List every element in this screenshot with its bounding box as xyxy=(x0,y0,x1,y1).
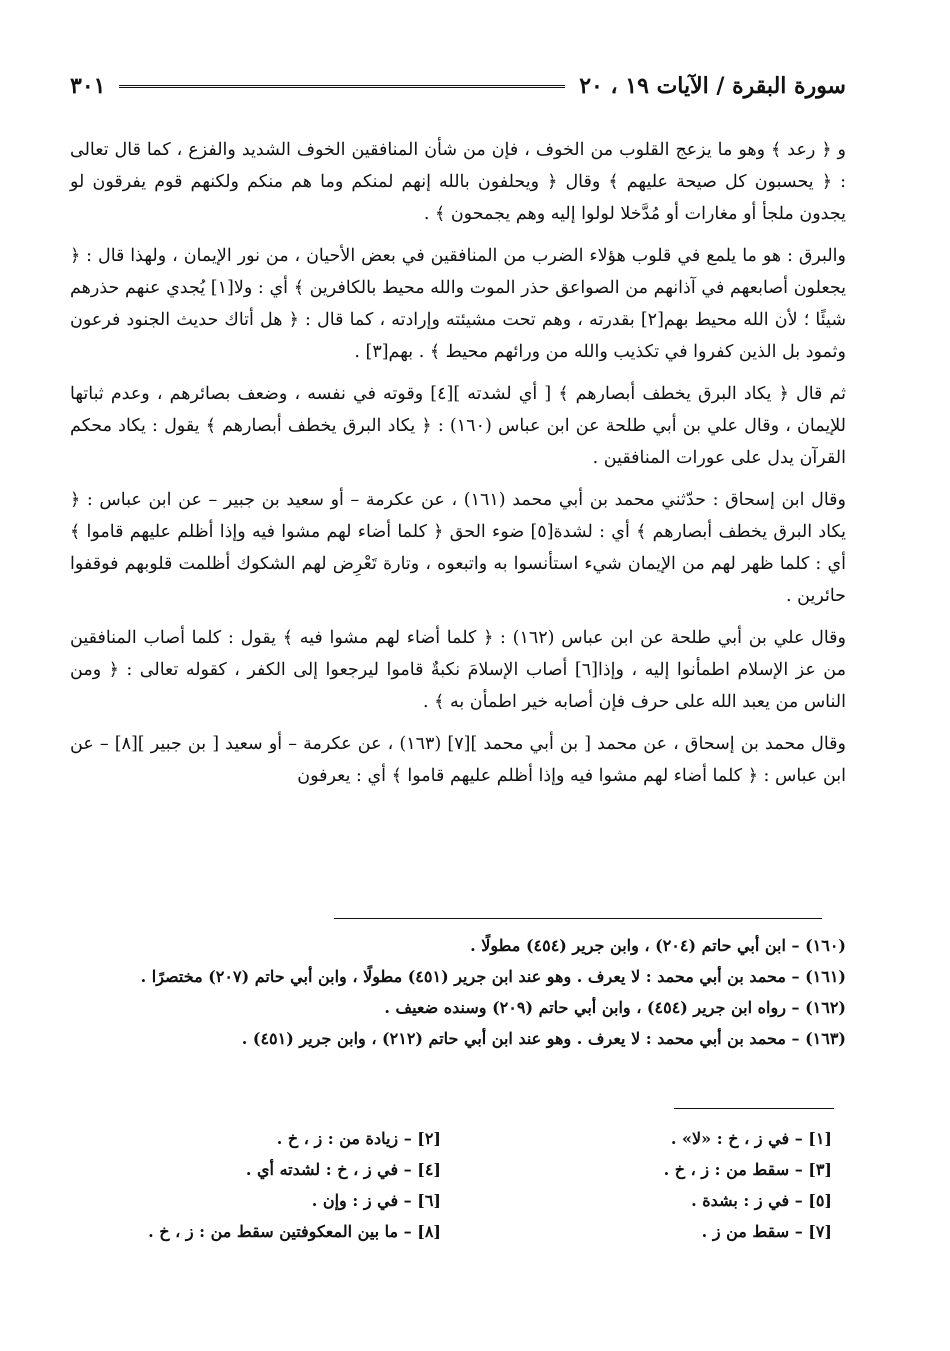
footnote: (١٦١) – محمد بن أبي محمد : لا يعرف . وهو عند ابن جرير (٤٥١) مطولًا ، وابن أبي حاتم (٢٠٧) مختصرًا . xyxy=(140,967,846,986)
paragraph: وقال ابن إسحاق : حدّثني محمد بن أبي محمد (١٦١) ، عن عكرمة – أو سعيد بن جبير – عن ابن عباس : ﴿ يكاد البرق يخطف أبصارهم ﴾ أي : لشدة[٥] ضوء الحق ﴿ كلما أضاء لهم مشوا فيه وإذا أظلم عليهم قاموا ﴾ أي : كلما ظهر لهم من الإيمان شيء استأنسوا به واتبعوه ، وتارة تَعْرِض لهم الشكوك أظلمت قلوبهم فوقفوا حائرين . xyxy=(70,490,846,606)
variants-separator xyxy=(674,1108,834,1109)
footnote: (١٦٢) – رواه ابن جرير (٤٥٤) ، وابن أبي حاتم (٢٠٩) وسنده ضعيف . xyxy=(384,998,846,1017)
main-text xyxy=(70,134,846,802)
header-title: سورة البقرة / الآيات ١٩ ، ٢٠ xyxy=(579,73,846,99)
header-rule xyxy=(119,85,565,88)
running-header xyxy=(70,66,846,106)
variant-note: [٢] – زيادة من : ز ، خ . xyxy=(276,1129,441,1148)
variant-note: [٥] – في ز : بشدة . xyxy=(691,1191,832,1210)
variant-note: [٦] – في ز : وإن . xyxy=(311,1191,441,1210)
paragraph: وقال علي بن أبي طلحة عن ابن عباس (١٦٢) : ﴿ كلما أضاء لهم مشوا فيه ﴾ يقول : كلما أصاب المنافقين من عز الإسلام اطمأنوا إليه ، وإذا[٦] أصاب الإسلامَ نكبةٌ قاموا ليرجعوا إلى الكفر ، كقوله تعالى : ﴿ ومن الناس من يعبد الله على حرف فإن أصابه خير اطمأن به ﴾ . xyxy=(70,628,847,712)
footnote: (١٦٣) – محمد بن أبي محمد : لا يعرف . وهو عند ابن أبي حاتم (٢١٢) ، وابن جرير (٤٥١) . xyxy=(241,1029,846,1048)
variant-note: [٧] – سقط من ز . xyxy=(701,1222,832,1241)
variant-note: [٣] – سقط من : ز ، خ . xyxy=(663,1160,832,1179)
paragraph: والبرق : هو ما يلمع في قلوب هؤلاء الضرب من المنافقين في بعض الأحيان ، من نور الإيمان ، ولهذا قال : ﴿ يجعلون أصابعهم في آذانهم من الصواعق حذر الموت والله محيط بالكافرين ﴾ أي : ولا[١] يُجدي عنهم حذرهم شيئًا ؛ لأن الله محيط بهم[٢] بقدرته ، وهم تحت مشيئته وإرادته ، كما قال : ﴿ هل أتاك حديث الجنود فرعون وثمود بل الذين كفروا في تكذيب والله من ورائهم محيط ﴾ . بهم[٣] . xyxy=(70,246,846,362)
paragraph: ثم قال ﴿ يكاد البرق يخطف أبصارهم ﴾ [ أي لشدته ][٤] وقوته في نفسه ، وضعف بصائرهم ، وعدم ثباتها للإيمان ، وقال علي بن أبي طلحة عن ابن عباس (١٦٠) : ﴿ يكاد البرق يخطف أبصارهم ﴾ يقول : يكاد محكم القرآن يدل على عورات المنافقين . xyxy=(70,384,847,468)
footnote: (١٦٠) – ابن أبي حاتم (٢٠٤) ، وابن جرير (٤٥٤) مطولًا . xyxy=(470,936,846,955)
paragraph: وقال محمد بن إسحاق ، عن محمد [ بن أبي محمد ][٧] (١٦٣) ، عن عكرمة – أو سعيد [ بن جبير ][٨] – عن ابن عباس : ﴿ كلما أضاء لهم مشوا فيه وإذا أظلم عليهم قاموا ﴾ أي : يعرفون xyxy=(70,734,846,786)
variant-note: [١] – في ز ، خ : «لا» . xyxy=(670,1129,832,1148)
textual-variants xyxy=(90,1124,832,1246)
paragraph: و ﴿ رعد ﴾ وهو ما يزعج القلوب من الخوف ، فإن من شأن المنافقين الخوف الشديد والفزع ، كما قال تعالى : ﴿ يحسبون كل صيحة عليهم ﴾ وقال ﴿ ويحلفون بالله إنهم لمنكم وما هم منكم ولكنهم قوم يفرقون لو يجدون ملجأ أو مغارات أو مُدَّخلا لولوا إليه وهم يجمحون ﴾ . xyxy=(70,140,846,224)
footnote-separator xyxy=(334,918,822,919)
page-number: ٣٠١ xyxy=(70,73,106,99)
variant-note: [٨] – ما بين المعكوفتين سقط من : ز ، خ . xyxy=(148,1222,441,1241)
variant-note: [٤] – في ز ، خ : لشدته أي . xyxy=(245,1160,441,1179)
footnotes xyxy=(70,930,846,1054)
